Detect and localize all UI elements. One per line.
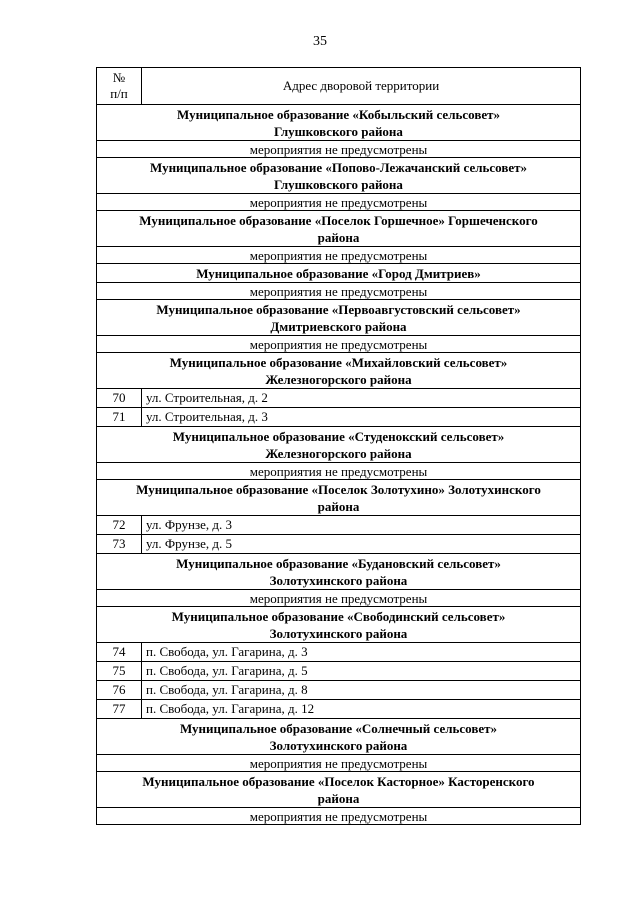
row-address: п. Свобода, ул. Гагарина, д. 12: [142, 700, 581, 719]
no-measures-row: [97, 755, 581, 772]
municipality-district-line: Золотухинского района: [269, 572, 408, 588]
municipality-header-row: [97, 554, 581, 590]
municipality-district-line: района: [317, 229, 360, 245]
municipality-title-line: Муниципальное образование «Будановский сельсовет»: [176, 555, 501, 571]
table-row: [97, 516, 581, 535]
no-measures-row: [97, 590, 581, 607]
no-measures-text: мероприятия не предусмотрены: [97, 590, 581, 607]
municipality-header-row: [97, 719, 581, 755]
municipality-title-line: Муниципальное образование «Поселок Касторное» Касторенского: [142, 773, 535, 789]
row-number: 72: [97, 516, 142, 535]
table-body: [97, 105, 581, 825]
no-measures-row: [97, 463, 581, 480]
municipality-title: [97, 264, 581, 283]
municipality-district-line: Золотухинского района: [269, 737, 408, 753]
no-measures-text: мероприятия не предусмотрены: [97, 808, 581, 825]
row-address: ул. Строительная, д. 2: [142, 389, 581, 408]
courtyard-address-table: [96, 67, 581, 825]
no-measures-text: мероприятия не предусмотрены: [97, 463, 581, 480]
municipality-title-line: Муниципальное образование «Солнечный сельсовет»: [179, 720, 498, 736]
municipality-header-row: [97, 607, 581, 643]
municipality-district-line: Железногорского района: [265, 445, 412, 461]
page-number: 35: [313, 34, 327, 49]
no-measures-text: мероприятия не предусмотрены: [97, 336, 581, 353]
municipality-title-line: Муниципальное образование «Михайловский сельсовет»: [169, 354, 508, 370]
municipality-district-line: Глушковского района: [274, 123, 403, 139]
no-measures-text: мероприятия не предусмотрены: [97, 247, 581, 264]
table-row: [97, 662, 581, 681]
no-measures-text: мероприятия не предусмотрены: [97, 141, 581, 158]
no-measures-row: [97, 194, 581, 211]
municipality-title-line: Муниципальное образование «Кобыльский сельсовет»: [177, 106, 500, 122]
header-number-cell: [97, 68, 142, 105]
municipality-header-row: [97, 480, 581, 516]
municipality-header-row: [97, 427, 581, 463]
table-row: [97, 408, 581, 427]
no-measures-row: [97, 247, 581, 264]
table-row: [97, 535, 581, 554]
municipality-title: [97, 427, 581, 463]
municipality-header-row: [97, 264, 581, 283]
municipality-header-row: [97, 158, 581, 194]
row-number: 73: [97, 535, 142, 554]
no-measures-row: [97, 283, 581, 300]
table-row: [97, 681, 581, 700]
municipality-district-line: района: [317, 790, 360, 806]
municipality-title: [97, 300, 581, 336]
header-number-symbol: №: [112, 70, 126, 85]
row-address: п. Свобода, ул. Гагарина, д. 5: [142, 662, 581, 681]
municipality-district-line: Железногорского района: [265, 371, 412, 387]
table-header-row: [97, 68, 581, 105]
municipality-district-line: Дмитриевского района: [270, 318, 407, 334]
no-measures-text: мероприятия не предусмотрены: [97, 283, 581, 300]
no-measures-row: [97, 336, 581, 353]
municipality-title: [97, 607, 581, 643]
municipality-header-row: [97, 211, 581, 247]
municipality-title: [97, 211, 581, 247]
row-number: 76: [97, 681, 142, 700]
row-number: 75: [97, 662, 142, 681]
header-address-cell: Адрес дворовой территории: [142, 68, 581, 105]
row-number: 74: [97, 643, 142, 662]
municipality-title-line: Муниципальное образование «Студенокский сельсовет»: [172, 428, 505, 444]
table-row: [97, 389, 581, 408]
no-measures-text: мероприятия не предусмотрены: [97, 755, 581, 772]
municipality-title: [97, 353, 581, 389]
row-address: ул. Строительная, д. 3: [142, 408, 581, 427]
row-address: ул. Фрунзе, д. 3: [142, 516, 581, 535]
municipality-header-row: [97, 105, 581, 141]
row-address: п. Свобода, ул. Гагарина, д. 3: [142, 643, 581, 662]
row-address: п. Свобода, ул. Гагарина, д. 8: [142, 681, 581, 700]
municipality-header-row: [97, 300, 581, 336]
municipality-header-row: [97, 353, 581, 389]
municipality-title: [97, 719, 581, 755]
municipality-title-line: Муниципальное образование «Поселок Горшечное» Горшеченского: [139, 212, 538, 228]
municipality-title-line: Муниципальное образование «Свободинский сельсовет»: [171, 608, 506, 624]
row-address: ул. Фрунзе, д. 5: [142, 535, 581, 554]
municipality-district-line: Золотухинского района: [269, 625, 408, 641]
municipality-district-line: Глушковского района: [274, 176, 403, 192]
row-number: 77: [97, 700, 142, 719]
municipality-title: [97, 554, 581, 590]
municipality-title-line: Муниципальное образование «Первоавгустовский сельсовет»: [156, 301, 521, 317]
municipality-header-row: [97, 772, 581, 808]
header-number-abbr: п/п: [110, 86, 128, 101]
municipality-title: [97, 772, 581, 808]
table-row: [97, 643, 581, 662]
table-row: [97, 700, 581, 719]
municipality-title-line: Муниципальное образование «Город Дмитриев»: [196, 265, 481, 281]
row-number: 71: [97, 408, 142, 427]
municipality-title: [97, 105, 581, 141]
municipality-title: [97, 158, 581, 194]
no-measures-text: мероприятия не предусмотрены: [97, 194, 581, 211]
row-number: 70: [97, 389, 142, 408]
no-measures-row: [97, 808, 581, 825]
no-measures-row: [97, 141, 581, 158]
municipality-title: [97, 480, 581, 516]
municipality-title-line: Муниципальное образование «Попово-Лежачанский сельсовет»: [149, 159, 528, 175]
municipality-title-line: Муниципальное образование «Поселок Золотухино» Золотухинского: [136, 481, 541, 497]
municipality-district-line: района: [317, 498, 360, 514]
